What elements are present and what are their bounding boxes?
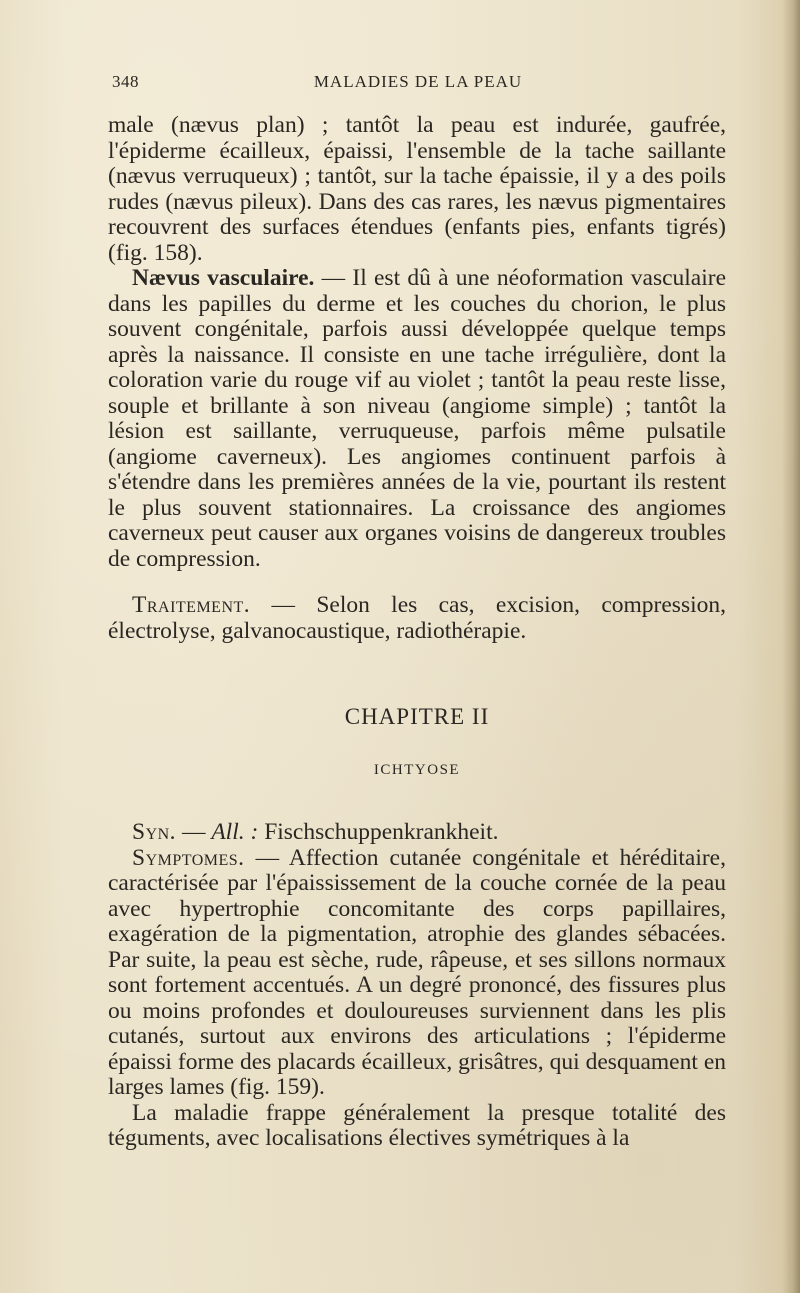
text-block-naevus [108, 113, 726, 572]
paragraph-traitement [108, 593, 726, 644]
running-title: MALADIES DE LA PEAU [313, 72, 523, 91]
running-header [112, 72, 724, 96]
heading-traitement: Traitement. [132, 592, 251, 618]
text-synonym: Fischschuppenkrankheit. [258, 819, 499, 845]
page-edge-shadow [782, 0, 800, 1293]
text-traitement: — Selon les cas, excision, compression, électrolyse, galvanocaustique, radiothérapie. [108, 592, 726, 644]
paragraph-synonym [108, 820, 726, 846]
heading-symptomes: Symptomes. [132, 844, 245, 871]
text-naevus-vasculaire: — Il est dû à une néoformation vasculaire dans les papilles du derme et les couches du chorion, le plus souvent congénitale, parfois aussi développée quelque temps après la naissance. Il consiste en une tache irrégulière, dont la coloration varie du rouge vif au violet ; tantôt la peau reste lisse, souple et brillante à son niveau (angiome simple) ; tantôt la lésion est saillante, verruqueuse, parfois même pulsatile (angiome caverneux). Les angiomes continuent parfois à s'étendre dans les premières années de la vie, pourtant ils restent le plus souvent stationnaires. La croissance des angiomes caverneux peut causer aux organes voisins de dangereux troubles de compression. [108, 265, 727, 572]
text-symptomes: — Affection cutanée congénitale et héréditaire, caractérisée par l'épaississement de la couche cornée de la peau avec hypertrophie concomitante des corps papillaires, exagération de la pigmentation, atrophie des glandes sébacées. Par suite, la peau est sèche, rude, râpeuse, et ses sillons normaux sont fortement accentués. A un degré prononcé, des fissures plus ou moins profondes et douloureuses surviennent dans les plis cutanés, surtout aux environs des articulations ; l'épiderme épaissi forme des placards écailleux, grisâtres, qui desquament en larges lames (fig. 159). [108, 844, 726, 1100]
syn-dash: — [176, 819, 212, 845]
text-block-traitement [108, 593, 726, 644]
paragraph-symptomes [108, 846, 726, 1101]
text-block-ichtyose [108, 820, 726, 1152]
paragraph-closing: La maladie frappe généralement la presque totalité des téguments, avec localisations électives symétriques à la [108, 1099, 726, 1151]
label-syn: Syn. [132, 819, 177, 845]
paragraph-naevus-vasculaire [108, 266, 726, 572]
page-number: 348 [112, 72, 139, 91]
paragraph-continuation: male (nævus plan) ; tantôt la peau est indurée, gaufrée, l'épiderme écailleux, épaissi, l'ensemble de la tache saillante (nævus verruqueux) ; tantôt, sur la tache épaissie, il y a des poils rudes (nævus pileux). Dans des cas rares, les nævus pigmentaires recouvrent des surfaces étendues (enfants pies, enfants tigrés) (fig. 158). [108, 112, 726, 266]
chapter-title: CHAPITRE II [344, 704, 490, 729]
chapter-subtitle: ICHTYOSE [373, 762, 461, 778]
heading-naevus-vasculaire: Nævus vasculaire. [132, 265, 315, 291]
label-all: All. : [211, 819, 259, 845]
